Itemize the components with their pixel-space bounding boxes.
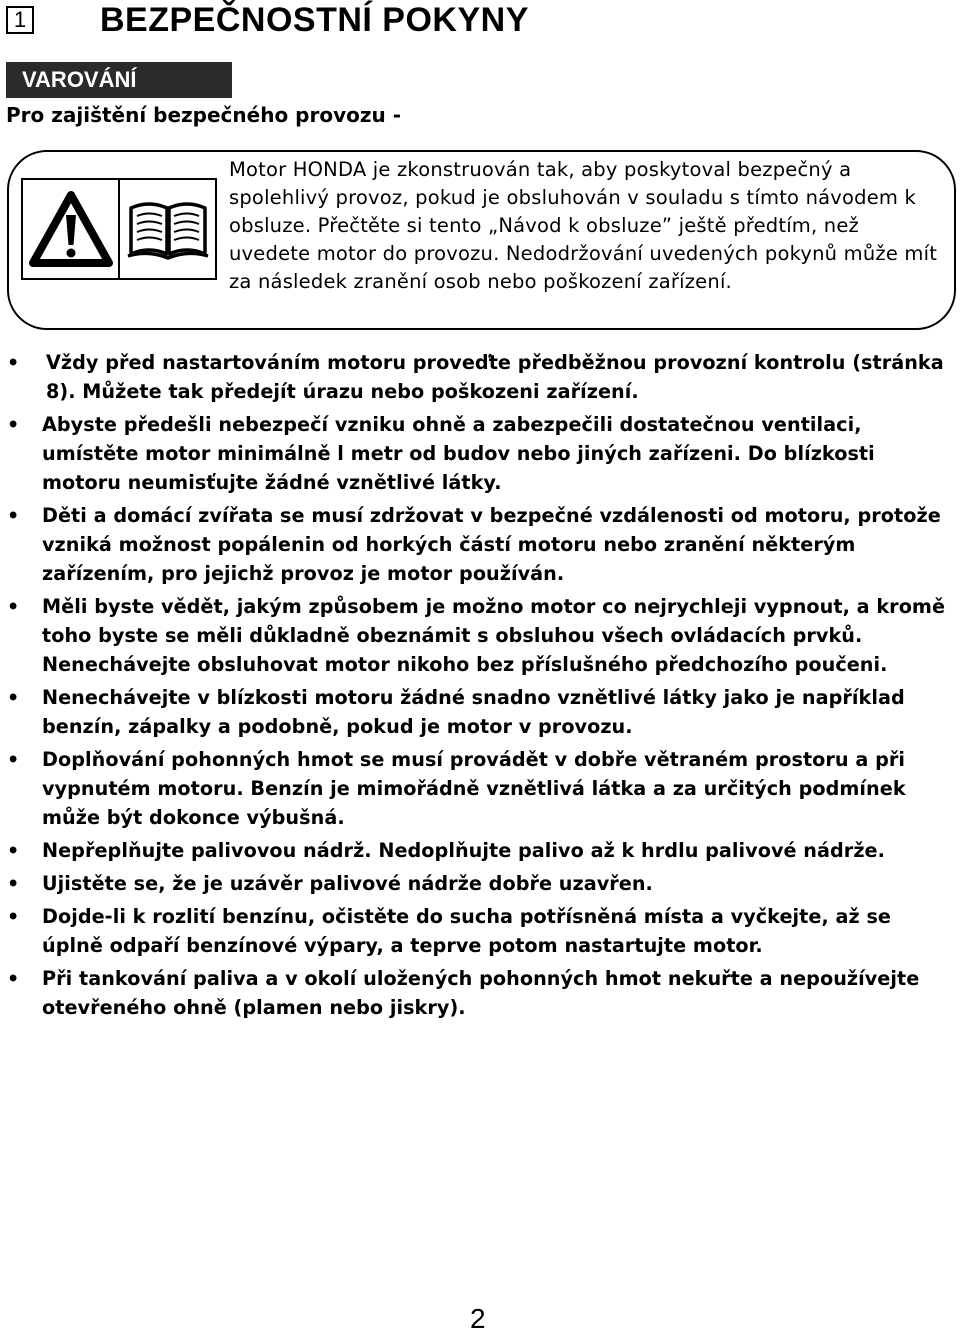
open-book-icon [118, 180, 215, 278]
list-item [0, 869, 950, 898]
rule-text: Měli byste vědět, jakým způsobem je možno motor co nejrychleji vypnout, a kromě toho byste se měli důkladně obeznámit s obsluhou všech ovládacích prvků. Nenechávejte obsluhovat motor nikoho bez příslušného předchozího poučeni. [42, 595, 946, 676]
rule-text: Dojde-li k rozlití benzínu, očistěte do sucha potřísněná místa a vyčkejte, až se úplně odpaří benzínové výpary, a teprve potom nastartujte motor. [42, 905, 891, 957]
page-number: 2 [470, 1303, 486, 1334]
bullet: • [7, 748, 20, 771]
rule-text: Ujistěte se, že je uzávěr palivové nádrže dobře uzavřen. [42, 872, 653, 895]
safety-subtitle: Pro zajištění bezpečného provozu - [6, 103, 401, 127]
warning-triangle-icon [23, 180, 118, 278]
rule-text: Děti a domácí zvířata se musí zdržovat v bezpečné vzdálenosti od motoru, protože vzniká možnost popálenin od horkých částí motoru nebo zranění některým zařízením, pro jejichž provoz je motor používán. [42, 504, 941, 585]
bullet: • [7, 351, 20, 374]
rule-text: Nepřeplňujte palivovou nádrž. Nedoplňujte palivo až k hrdlu palivové nádrže. [42, 839, 885, 862]
bullet: • [7, 839, 20, 862]
list-item [0, 410, 950, 497]
list-item [0, 683, 950, 741]
page-title: BEZPEČNOSTNÍ POKYNY [100, 1, 529, 39]
safety-rules-list [0, 348, 950, 1026]
bullet: • [7, 967, 20, 990]
list-item [0, 592, 950, 679]
list-item [0, 902, 950, 960]
list-item [0, 964, 950, 1022]
bullet: • [7, 686, 20, 709]
bullet: • [7, 595, 20, 618]
bullet: • [7, 504, 20, 527]
rule-text: Vždy před nastartováním motoru proveďte předběžnou provozní kontrolu (stránka 8). Můžete tak předejít úrazu nebo poškozeni zařízení. [46, 351, 944, 403]
rule-text: Nenechávejte v blízkosti motoru žádné snadno vznětlivé látky jako je například benzín, zápalky a podobně, pokud je motor v provozu. [42, 686, 905, 738]
list-item [0, 745, 950, 832]
list-item [0, 836, 950, 865]
warning-text: Motor HONDA je zkonstruován tak, aby poskytoval bezpečný a spolehlivý provoz, pokud je obsluhován v souladu s tímto návodem k obsluze. Přečtěte si tento „Návod k obsluze” ještě předtím, než uvedete motor do provozu. Nedodržování uvedených pokynů může mít za následek zranění osob nebo poškození zařízení. [229, 158, 938, 293]
rule-text: Abyste předešli nebezpečí vzniku ohně a zabezpečili dostatečnou ventilaci, umístěte motor minimálně l metr od budov nebo jiných zařízeni. Do blízkosti motoru neumisťujte žádné vznětlivé látky. [42, 413, 875, 494]
bullet: • [7, 872, 20, 895]
warning-pictogram [21, 178, 217, 280]
list-item [0, 348, 950, 406]
warning-panel [7, 150, 956, 330]
section-number-box: 1 [6, 6, 34, 34]
rule-text: Doplňování pohonných hmot se musí provádět v dobře větraném prostoru a při vypnutém motoru. Benzín je mimořádně vznětlivá látka a za určitých podmínek může být dokonce výbušná. [42, 748, 906, 829]
bullet: • [7, 905, 20, 928]
rule-text: Při tankování paliva a v okolí uložených pohonných hmot nekuřte a nepoužívejte otevřeného ohně (plamen nebo jiskry). [42, 967, 920, 1019]
warning-banner: VAROVÁNÍ [6, 62, 232, 98]
bullet: • [7, 413, 20, 436]
list-item [0, 501, 950, 588]
